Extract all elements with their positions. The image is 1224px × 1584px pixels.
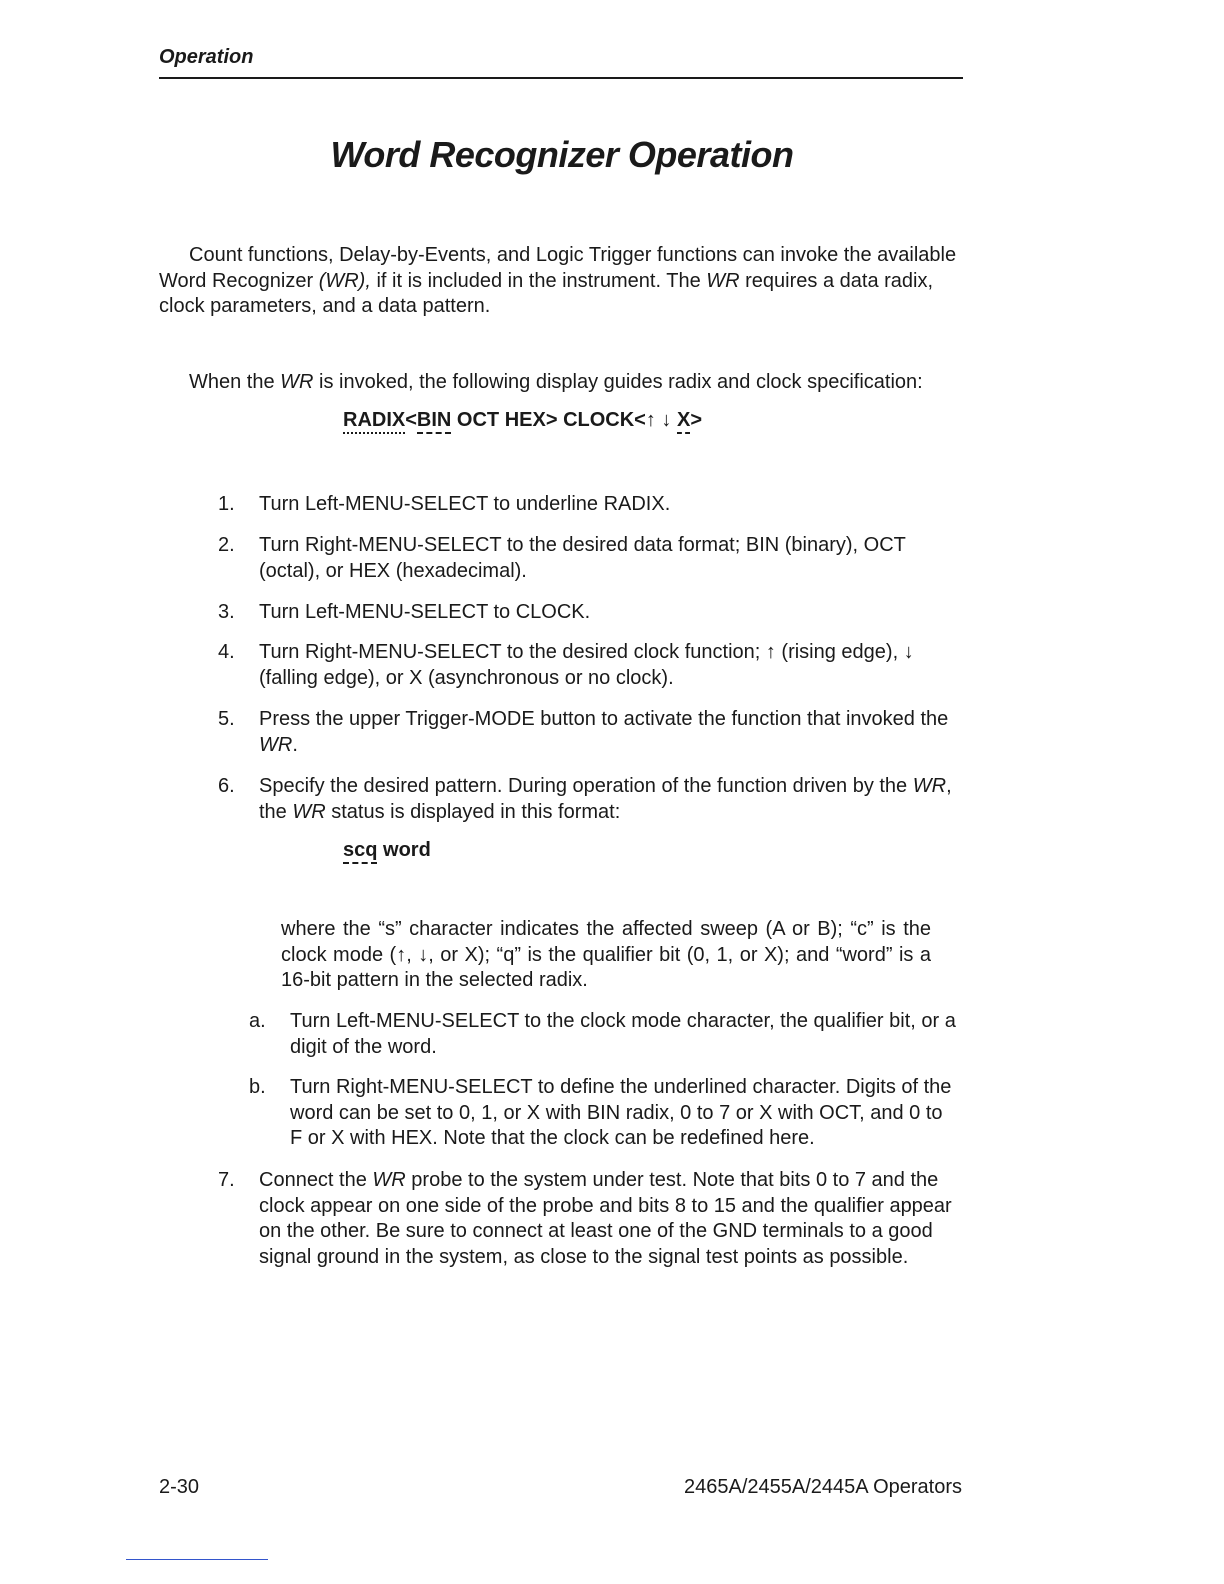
step-text: Turn Right-MENU-SELECT to the desired clock function; ↑ (rising edge), ↓ (falling edge), or X (asynchronous or no clock). [259,641,914,689]
step-number: 3. [218,601,235,623]
substep-text: Turn Right-MENU-SELECT to define the underlined character. Digits of the word can be set to 0, 1, or X with BIN radix, 0 to 7 or X with OCT, and 0 to F or X with HEX. Note that the clock can be redefined here. [290,1076,952,1149]
step-number: 5. [218,708,235,730]
substep-letter: b. [249,1076,266,1098]
step-text: Turn Left-MENU-SELECT to CLOCK. [259,601,591,623]
running-head: Operation [159,46,254,68]
step-number: 1. [218,493,235,515]
header-rule [159,77,963,79]
step-text: Turn Right-MENU-SELECT to the desired data format; BIN (binary), OCT (octal), or HEX (hexadecimal). [259,534,906,582]
x-clock-option: X [677,409,690,434]
display-intro-paragraph: When the WR is invoked, the following display guides radix and clock specification: [189,371,923,393]
status-format-explanation: where the “s” character indicates the affected sweep (A or B); “c” is the clock mode (↑, ↓, or X); “q” is the qualifier bit (0, 1, or X); and “word” is a 16-bit pattern in the selected radix. [281,918,931,991]
substep-text: Turn Left-MENU-SELECT to the clock mode character, the qualifier bit, or a digit of the word. [290,1010,956,1058]
radix-label: RADIX [343,409,405,434]
step-number: 7. [218,1169,235,1191]
intro-paragraph: Count functions, Delay-by-Events, and Logic Trigger functions can invoke the available Word Recognizer (WR), if it is included in the instrument. The WR requires a data radix, clock parameters, and a data pattern. [159,244,957,317]
step-text: Press the upper Trigger-MODE button to activate the function that invoked the WR. [259,708,949,756]
step-text: Specify the desired pattern. During operation of the function driven by the WR, the WR status is displayed in this format: [259,775,952,823]
status-format-display: scq word [343,838,431,863]
step-text: Turn Left-MENU-SELECT to underline RADIX. [259,493,671,515]
radix-clock-display: RADIX<BIN OCT HEX> CLOCK<↑ ↓ X> [343,408,702,433]
step-number: 4. [218,641,235,663]
step-number: 2. [218,534,235,556]
step-number: 6. [218,775,235,797]
page-number: 2-30 [159,1476,200,1498]
step-text: Connect the WR probe to the system under test. Note that bits 0 to 7 and the clock appear on one side of the probe and bits 8 to 15 and the qualifier appear on the other. Be sure to connect at least one of the GND terminals to a good signal ground in the system, as close to the signal test points as possible. [259,1169,952,1268]
scq-field: scq [343,839,377,864]
substep-letter: a. [249,1010,266,1032]
bin-option: BIN [417,409,451,434]
page-title: Word Recognizer Operation [330,134,794,175]
scan-artifact-line [126,1559,268,1560]
manual-title: 2465A/2455A/2445A Operators [684,1476,962,1498]
